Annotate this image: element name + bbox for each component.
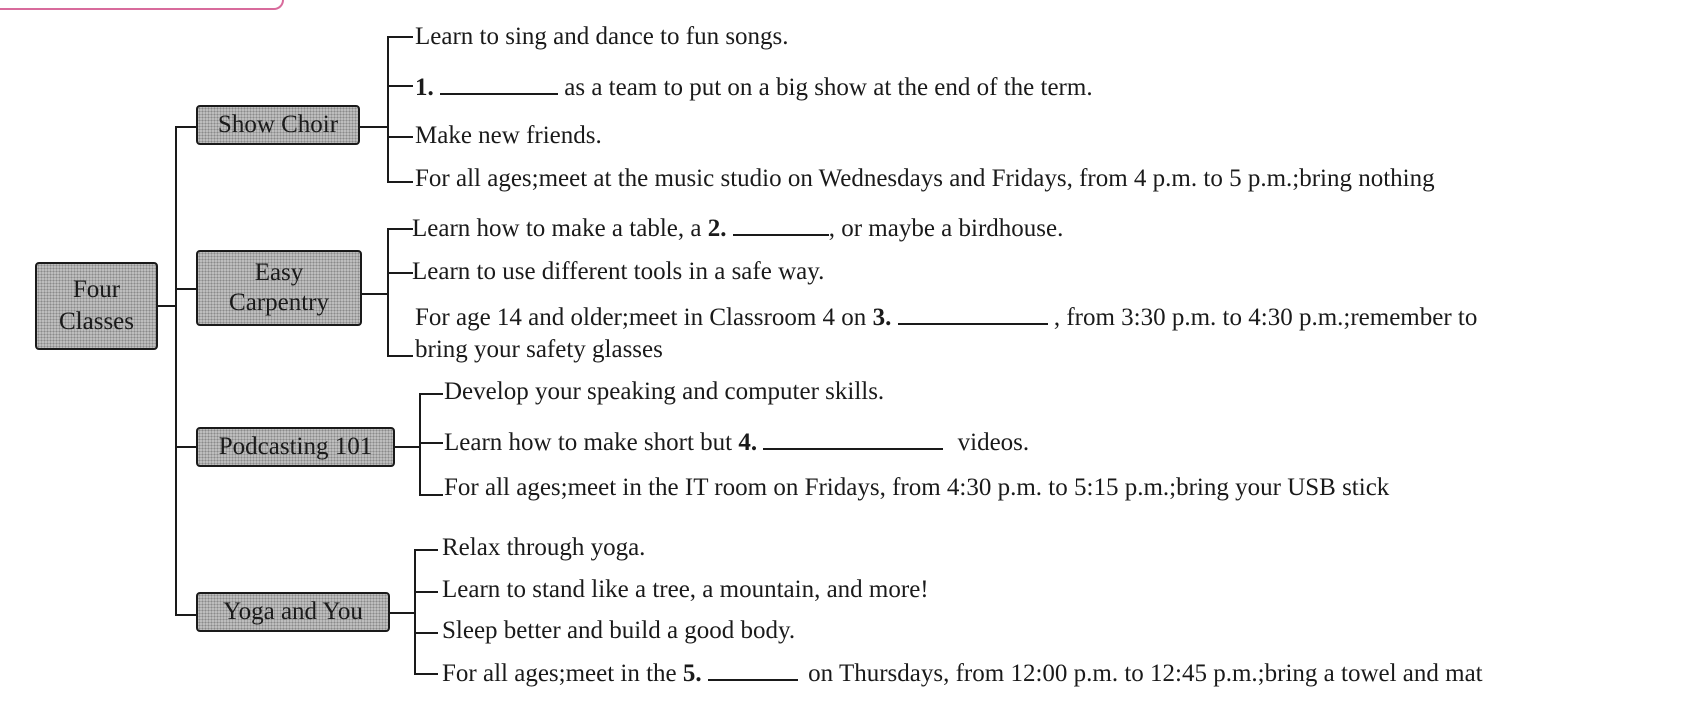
category-label-line1: Easy — [254, 259, 304, 286]
tick — [414, 632, 438, 634]
bracket — [414, 549, 416, 675]
category-yoga-and-you — [196, 592, 390, 632]
tick — [387, 36, 413, 38]
carpentry-item-3 — [415, 301, 1477, 333]
show-choir-item-3: Make new friends. — [415, 122, 602, 149]
yoga-item-4 — [442, 657, 1483, 689]
answer-blank — [898, 301, 1048, 325]
yoga-item-3: Sleep better and build a good body. — [442, 617, 796, 644]
item-text: For age 14 and older;meet in Classroom 4 on — [415, 304, 867, 331]
tick — [387, 136, 413, 138]
yoga-item-1: Relax through yoga. — [442, 534, 646, 561]
podcasting-item-1: Develop your speaking and computer skills. — [444, 378, 885, 405]
root-connector — [158, 305, 176, 307]
tick — [387, 355, 413, 357]
branch-yoga — [175, 614, 197, 616]
tick — [387, 181, 413, 183]
answer-blank — [440, 71, 558, 95]
answer-blank — [763, 426, 943, 450]
trunk-line — [175, 126, 177, 616]
tick — [419, 393, 443, 395]
root-label-line2: Classes — [59, 308, 134, 335]
connector — [390, 612, 415, 614]
bracket — [387, 36, 389, 182]
blank-number: 5. — [682, 660, 702, 687]
category-show-choir — [196, 105, 360, 145]
category-label-line2: Carpentry — [229, 289, 329, 316]
category-label: Yoga and You — [223, 598, 363, 625]
bracket — [387, 228, 389, 356]
category-label: Podcasting 101 — [218, 433, 373, 460]
root-node-four-classes — [35, 262, 158, 350]
item-text: Learn how to make a table, a — [412, 215, 702, 242]
connector — [395, 446, 420, 448]
answer-blank — [708, 657, 798, 681]
podcasting-item-2 — [444, 426, 1029, 458]
branch-podcasting — [175, 446, 197, 448]
show-choir-item-1: Learn to sing and dance to fun songs. — [415, 23, 789, 50]
tick — [414, 673, 438, 675]
item-text: , from 3:30 p.m. to 4:30 p.m.;remember to — [1053, 304, 1478, 331]
blank-number: 2. — [707, 215, 727, 242]
tick — [387, 85, 413, 87]
item-text: as a team to put on a big show at the end of the term. — [564, 74, 1093, 101]
bracket — [419, 393, 421, 496]
tick — [387, 228, 413, 230]
yoga-item-2: Learn to stand like a tree, a mountain, and more! — [442, 576, 929, 603]
tick — [387, 272, 413, 274]
root-label-line1: Four — [72, 276, 121, 303]
category-podcasting-101 — [196, 427, 395, 467]
branch-show-choir — [175, 126, 197, 128]
show-choir-item-4: For all ages;meet at the music studio on Wednesdays and Fridays, from 4 p.m. to 5 p.m.;bring nothing — [415, 165, 1435, 192]
carpentry-item-1 — [412, 212, 1063, 244]
branch-easy-carpentry — [175, 288, 197, 290]
carpentry-item-2: Learn to use different tools in a safe way. — [412, 258, 825, 285]
item-text: Learn how to make short but — [444, 429, 733, 456]
connector — [362, 293, 388, 295]
tick — [419, 494, 443, 496]
connector — [360, 126, 388, 128]
answer-blank — [733, 212, 829, 236]
item-text: For all ages;meet in the — [442, 660, 677, 687]
carpentry-item-3-continued: bring your safety glasses — [415, 336, 663, 363]
item-text: on Thursdays, from 12:00 p.m. to 12:45 p.m.;bring a towel and mat — [808, 660, 1483, 687]
tick — [419, 442, 443, 444]
show-choir-item-2 — [415, 71, 1093, 103]
blank-number: 3. — [872, 304, 892, 331]
header-tab-decoration — [0, 0, 284, 10]
item-text: videos. — [957, 429, 1030, 456]
item-text: , or maybe a birdhouse. — [828, 215, 1064, 242]
blank-number: 1. — [415, 74, 434, 101]
category-label: Show Choir — [217, 111, 339, 138]
category-easy-carpentry — [196, 250, 362, 326]
blank-number: 4. — [738, 429, 758, 456]
podcasting-item-3: For all ages;meet in the IT room on Fridays, from 4:30 p.m. to 5:15 p.m.;bring your USB stick — [444, 474, 1390, 501]
tick — [414, 591, 438, 593]
tick — [414, 549, 438, 551]
